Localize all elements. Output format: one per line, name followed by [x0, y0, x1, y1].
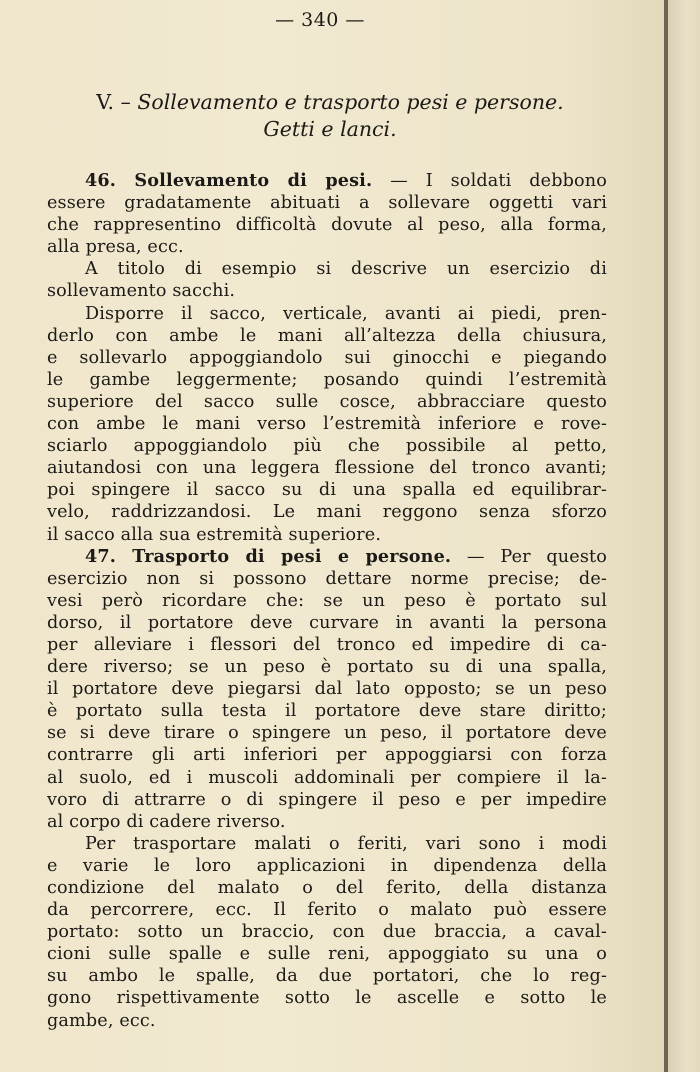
line-text: e sollevarlo appoggiandolo sui ginocchi e piegando: [47, 347, 607, 368]
line-text: il portatore deve piegarsi dal lato opposto; se un peso: [47, 679, 607, 700]
line-text: A titolo di esempio si descrive un esercizio di: [85, 259, 607, 280]
section-heading: [40, 90, 620, 114]
text-line: [47, 479, 607, 501]
line-text: Per trasportare malati o feriti, vari sono i modi: [85, 833, 607, 854]
line-text: esercizio non si possono dettare norme precise; de-: [47, 568, 607, 589]
text-line: [47, 899, 607, 921]
line-text: — Per questo: [451, 546, 607, 567]
line-text: portato: sotto un braccio, con due braccia, a caval-: [47, 922, 607, 943]
text-line: [47, 722, 607, 744]
text-line: [47, 987, 607, 1009]
section-title-line-1: Sollevamento e trasporto pesi e persone.: [137, 90, 564, 114]
line-text: su ambo le spalle, da due portatori, che lo reg-: [47, 966, 607, 987]
text-line: [47, 700, 607, 722]
text-line: [47, 877, 607, 899]
line-text: cioni sulle spalle e sulle reni, appoggiato su una o: [47, 944, 607, 965]
line-text: — I soldati debbono: [372, 171, 607, 191]
text-line: [47, 280, 607, 302]
line-text: essere gradatamente abituati a sollevare oggetti vari: [47, 193, 607, 214]
line-text: al suolo, ed i muscoli addominali per compiere il la-: [47, 767, 607, 788]
line-text: superiore del sacco sulle cosce, abbracciare questo: [47, 391, 607, 412]
text-line: [47, 369, 607, 391]
text-line: [47, 965, 607, 987]
text-line: [47, 236, 607, 258]
line-text: gono rispettivamente sotto le ascelle e sotto le: [47, 988, 607, 1009]
line-text: al corpo di cadere riverso.: [47, 811, 286, 832]
line-text: aiutandosi con una leggera flessione del tronco avanti;: [47, 458, 607, 479]
line-text: derlo con ambe le mani all’altezza della chiusura,: [47, 325, 607, 346]
text-line: [47, 501, 607, 523]
text-line: [47, 457, 607, 479]
line-text: sollevamento sacchi.: [47, 281, 236, 302]
text-line: [47, 767, 607, 789]
line-text: poi spingere il sacco su di una spalla ed equilibrar-: [47, 480, 607, 501]
line-text: velo, raddrizzandosi. Le mani reggono senza sforzo: [47, 502, 607, 523]
line-text: con ambe le mani verso l’estremità inferiore e rove-: [47, 414, 607, 435]
text-line: [47, 435, 607, 457]
text-line: [47, 612, 607, 634]
section-title-line-2: Getti e lanci.: [263, 117, 397, 141]
line-text: che rappresentino difficoltà dovute al peso, alla forma,: [47, 215, 607, 236]
line-text: le gambe leggermente; posando quindi l’estremità: [47, 369, 607, 390]
section-subheading: [40, 117, 620, 141]
text-line: [47, 546, 607, 568]
text-line: [47, 656, 607, 678]
section-number: V. –: [96, 90, 131, 114]
text-line: [47, 568, 607, 590]
line-text: è portato sulla testa il portatore deve stare diritto;: [47, 701, 607, 722]
text-line: [47, 744, 607, 766]
text-line: [47, 391, 607, 413]
text-line: [47, 1010, 607, 1032]
line-text: alla presa, ecc.: [47, 237, 184, 258]
text-line: [47, 678, 607, 700]
adjacent-page-edge: [668, 0, 700, 1072]
text-line: [47, 258, 607, 280]
paragraph-heading: 47. Trasporto di pesi e persone.: [85, 545, 452, 567]
text-line: [47, 303, 607, 325]
line-text: contrarre gli arti inferiori per appoggiarsi con forza: [47, 745, 607, 766]
line-text: sciarlo appoggiandolo più che possibile al petto,: [47, 436, 607, 457]
line-text: Disporre il sacco, verticale, avanti ai piedi, pren-: [85, 303, 607, 324]
line-text: per alleviare i flessori del tronco ed impedire di ca-: [47, 634, 607, 655]
text-line: [47, 524, 607, 546]
text-line: [47, 921, 607, 943]
line-text: da percorrere, ecc. Il ferito o malato può essere: [47, 900, 607, 921]
line-text: vesi però ricordare che: se un peso è portato sul: [47, 590, 607, 611]
text-line: [47, 833, 607, 855]
line-text: voro di attrarre o di spingere il peso e per impedire: [47, 789, 607, 810]
text-line: [47, 855, 607, 877]
line-text: dorso, il portatore deve curvare in avanti la persona: [47, 612, 607, 633]
text-line: [47, 413, 607, 435]
text-line: [47, 325, 607, 347]
line-text: condizione del malato o del ferito, della distanza: [47, 878, 607, 898]
text-line: [47, 590, 607, 612]
text-line: [47, 170, 607, 192]
text-line: [47, 634, 607, 656]
line-text: se si deve tirare o spingere un peso, il portatore deve: [47, 723, 607, 744]
text-line: [47, 192, 607, 214]
page-number: — 340 —: [275, 9, 365, 31]
text-line: [47, 214, 607, 236]
paragraph-heading: 46. Sollevamento di pesi.: [85, 170, 373, 191]
text-line: [47, 811, 607, 833]
text-line: [47, 789, 607, 811]
line-text: gambe, ecc.: [47, 1010, 156, 1031]
text-line: [47, 943, 607, 965]
line-text: dere riverso; se un peso è portato su di una spalla,: [47, 657, 607, 678]
line-text: e varie le loro applicazioni in dipendenza della: [47, 855, 607, 876]
text-line: [47, 347, 607, 369]
line-text: il sacco alla sua estremità superiore.: [47, 524, 382, 545]
body-text: [47, 170, 607, 1032]
